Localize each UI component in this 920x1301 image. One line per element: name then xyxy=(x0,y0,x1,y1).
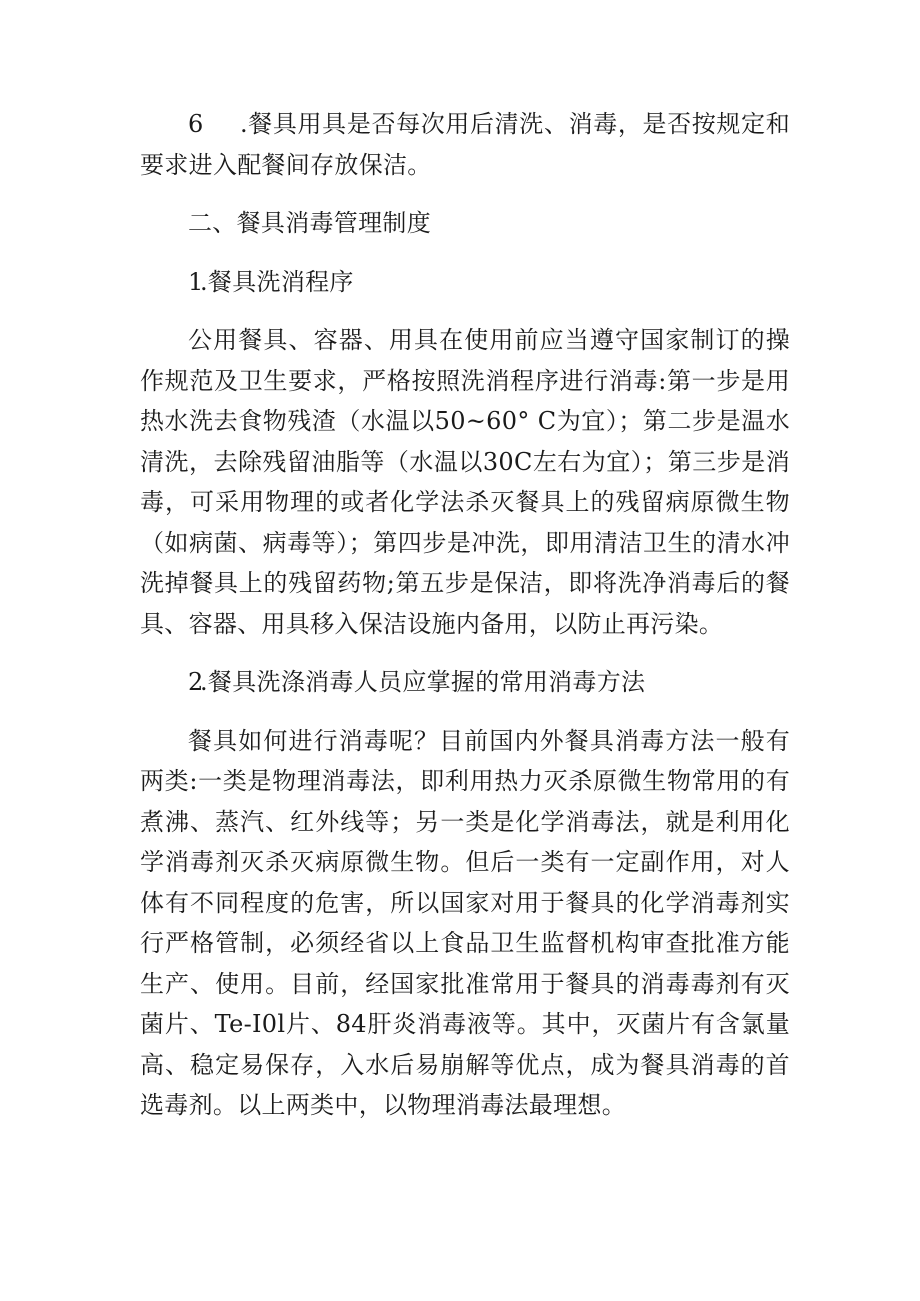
item-6-number: 6 xyxy=(188,110,204,138)
subsection-2-number: 2 xyxy=(188,668,204,696)
item-6-paragraph xyxy=(140,104,790,185)
disinfection-methods-paragraph: 餐具如何进行消毒呢？目前国内外餐具消毒方法一般有两类:一类是物理消毒法，即利用热力灭杀原微生物常用的有煮沸、蒸汽、红外线等；另一类是化学消毒法，就是利用化学消毒剂灭杀灭病原微生物。但后一类有一定副作用，对人体有不同程度的危害，所以国家对用于餐具的化学消毒剂实行严格管制，必须经省以上食品卫生监督机构审查批准方能生产、使用。目前，经国家批准常用于餐具的消毒毒剂有灭菌片、Te-I0l片、84肝炎消毒液等。其中，灭菌片有含氯量高、稳定易保存，入水后易崩解等优点，成为餐具消毒的首选毒剂。以上两类中，以物理消毒法最理想。 xyxy=(140,726,790,1119)
wash-procedure-paragraph: 公用餐具、容器、用具在使用前应当遵守国家制订的操作规范及卫生要求，严格按照洗消程序进行消毒:第一步是用热水洗去食物残渣（水温以50~60° C为宜）；第二步是温水清洗，去除残留油脂等（水温以30C左右为宜）；第三步是消毒，可采用物理的或者化学法杀灭餐具上的残留病原微生物（如病菌、病毒等）；第四步是冲洗，即用清洁卫生的清水冲洗掉餐具上的残留药物;第五步是保洁，即将洗净消毒后的餐具、容器、用具移入保洁设施内备用，以防止再污染。 xyxy=(140,326,790,638)
subsection-1-heading xyxy=(140,262,790,303)
subsection-1-title: .餐具洗消程序 xyxy=(200,267,354,296)
subsection-2-title: .餐具洗涤消毒人员应掌握的常用消毒方法 xyxy=(200,668,646,696)
subsection-1-number: 1 xyxy=(188,267,204,296)
section-2-heading: 二、餐具消毒管理制度 xyxy=(188,209,431,237)
document-body xyxy=(140,104,790,1126)
subsection-2-heading xyxy=(140,662,790,703)
item-6-text: .餐具用具是否每次用后清洗、消毒，是否按规定和要求进入配餐间存放保洁。 xyxy=(140,110,790,179)
